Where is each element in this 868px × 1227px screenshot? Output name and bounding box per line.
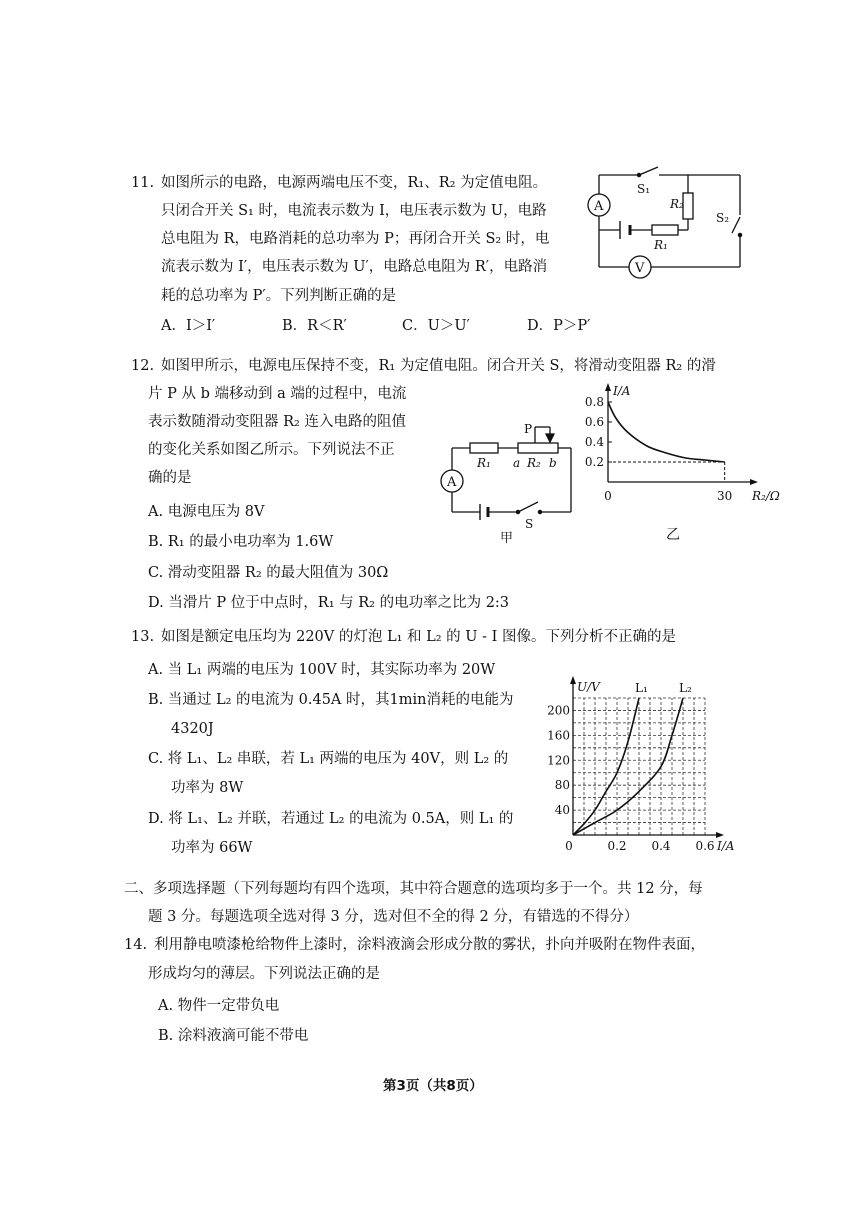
q12-a-label: a: [513, 456, 521, 470]
q14-option-b: B. 涂料液滴可能不带电: [158, 1028, 309, 1044]
section2-heading-line-1: 二、多项选择题（下列每题均有四个选项，其中符合题意的选项均多于一个。共 12 分，每: [124, 881, 703, 897]
q11-line-3: 总电阻为 R，电路消耗的总功率为 P；再闭合开关 S₂ 时，电: [161, 231, 550, 247]
q13-ui-graph: [545, 675, 745, 860]
y-axis-arrow-icon: [570, 676, 576, 684]
q12-option-b: B. R₁ 的最小电功率为 1.6W: [148, 534, 334, 550]
x-axis-arrow-icon: [750, 479, 758, 485]
q12-r1-label: R₁: [477, 456, 491, 470]
q12-circuit-caption: 甲: [500, 531, 514, 546]
y-axis-label: U/V: [577, 680, 600, 694]
x-axis-label: I/A: [717, 839, 735, 853]
x-tick-label: 0.2: [607, 839, 627, 853]
q12-r2-label: R₂: [527, 456, 541, 470]
y-tick-label: 0.2: [584, 455, 604, 469]
x-axis-arrow-icon: [716, 832, 724, 838]
x-axis-label: R₂/Ω: [752, 489, 780, 503]
q11-r1-label: R₁: [654, 238, 668, 252]
y-axis-label: I/A: [613, 384, 631, 398]
q14-option-a: A. 物件一定带负电: [158, 998, 280, 1014]
q12-number: 12.: [131, 358, 155, 374]
y-tick-label: 40: [554, 803, 570, 818]
x-tick-label: 0.6: [695, 839, 715, 853]
x-tick-label: 0.4: [651, 839, 671, 853]
q12-p-label: P: [524, 422, 533, 436]
page-footer: 第3页（共8页）: [383, 1078, 483, 1094]
q12-graph-caption: 乙: [666, 527, 680, 543]
y-tick-label: 200: [547, 703, 570, 718]
q12-ammeter-label: A: [447, 475, 457, 490]
q13-option-c-line-2: 功率为 8W: [171, 780, 244, 796]
q12-line-5: 确的是: [148, 470, 192, 486]
q11-circuit-diagram: [582, 160, 747, 280]
q13-option-b-line-1: B. 当通过 L₂ 的电流为 0.45A 时，其1min消耗的电能为: [148, 692, 514, 708]
q12-s-label: S: [525, 517, 534, 531]
q13-option-c-line-1: C. 将 L₁、L₂ 串联，若 L₁ 两端的电压为 40V，则 L₂ 的: [148, 751, 509, 767]
q13-option-d-line-2: 功率为 66W: [171, 840, 253, 856]
q12-option-a: A. 电源电压为 8V: [148, 504, 265, 520]
y-tick-label: 160: [547, 728, 570, 743]
q11-number: 11.: [131, 175, 155, 191]
q11-r2-label: R₂: [670, 197, 684, 211]
q12-circuit-diagram: [430, 420, 575, 545]
q11-line-4: 流表示数为 I′，电压表示数为 U′，电路总电阻为 R′，电路消: [161, 259, 548, 275]
series-label-1: L₁: [635, 681, 648, 695]
q14-number: 14.: [124, 937, 148, 953]
q12-option-d: D. 当滑片 P 位于中点时，R₁ 与 R₂ 的电功率之比为 2:3: [148, 595, 510, 611]
q11-ammeter-label: A: [594, 199, 604, 214]
section2-heading-line-2: 题 3 分。每题选项全选对得 3 分，选对但不全的得 2 分，有错选的不得分）: [148, 909, 639, 925]
x-tick-label: 0: [604, 489, 612, 503]
y-tick-label: 120: [547, 753, 570, 768]
y-tick-label: 0.4: [584, 435, 604, 449]
x-tick-label: 0: [565, 839, 573, 853]
q11-option-c: C．U＞U′: [402, 318, 470, 334]
q14-line-1: 利用静电喷漆枪给物件上漆时，涂料液滴会形成分散的雾状，扑向并吸附在物件表面，: [154, 937, 705, 953]
q12-line-1: 如图甲所示，电源电压保持不变，R₁ 为定值电阻。闭合开关 S，将滑动变阻器 R₂ 的滑: [161, 358, 716, 374]
q11-option-d: D．P＞P′: [527, 318, 591, 334]
q12-line-4: 的变化关系如图乙所示。下列说法不正: [148, 442, 395, 458]
q12-b-label: b: [549, 456, 557, 470]
x-tick-label: 30: [717, 489, 733, 503]
q12-line-2: 片 P 从 b 端移动到 a 端的过程中，电流: [148, 386, 407, 402]
y-tick-label: 0.6: [584, 415, 604, 429]
q11-voltmeter-label: V: [635, 261, 645, 276]
q13-option-a: A. 当 L₁ 两端的电压为 100V 时，其实际功率为 20W: [148, 662, 496, 678]
q12-line-3: 表示数随滑动变阻器 R₂ 连入电路的阻值: [148, 414, 406, 430]
y-tick-label: 0.8: [584, 395, 604, 409]
y-axis-arrow-icon: [605, 383, 611, 391]
q11-option-b: B．R＜R′: [282, 318, 347, 334]
q13-option-d-line-1: D. 将 L₁、L₂ 并联，若通过 L₂ 的电流为 0.5A，则 L₁ 的: [148, 811, 514, 827]
q13-number: 13.: [131, 629, 155, 645]
q13-option-b-line-2: 4320J: [171, 721, 214, 737]
series-line: [608, 402, 725, 462]
q14-line-2: 形成均匀的薄层。下列说法正确的是: [148, 966, 380, 982]
q11-option-a: A．I＞I′: [161, 318, 216, 334]
q11-line-2: 只闭合开关 S₁ 时，电流表示数为 I，电压表示数为 U，电路: [161, 203, 547, 219]
q12-option-c: C. 滑动变阻器 R₂ 的最大阻值为 30Ω: [148, 565, 389, 581]
q12-current-resistance-graph: [580, 382, 780, 547]
q11-line-5: 耗的总功率为 P′。下列判断正确的是: [161, 288, 397, 304]
q13-line-1: 如图是额定电压均为 220V 的灯泡 L₁ 和 L₂ 的 U - I 图像。下列分析不正确的是: [161, 629, 676, 645]
q11-line-1: 如图所示的电路，电源两端电压不变，R₁、R₂ 为定值电阻。: [161, 175, 548, 191]
series-label-2: L₂: [679, 681, 692, 695]
q11-s2-label: S₂: [716, 211, 730, 225]
y-tick-label: 80: [554, 778, 570, 793]
q11-s1-label: S₁: [637, 182, 651, 196]
